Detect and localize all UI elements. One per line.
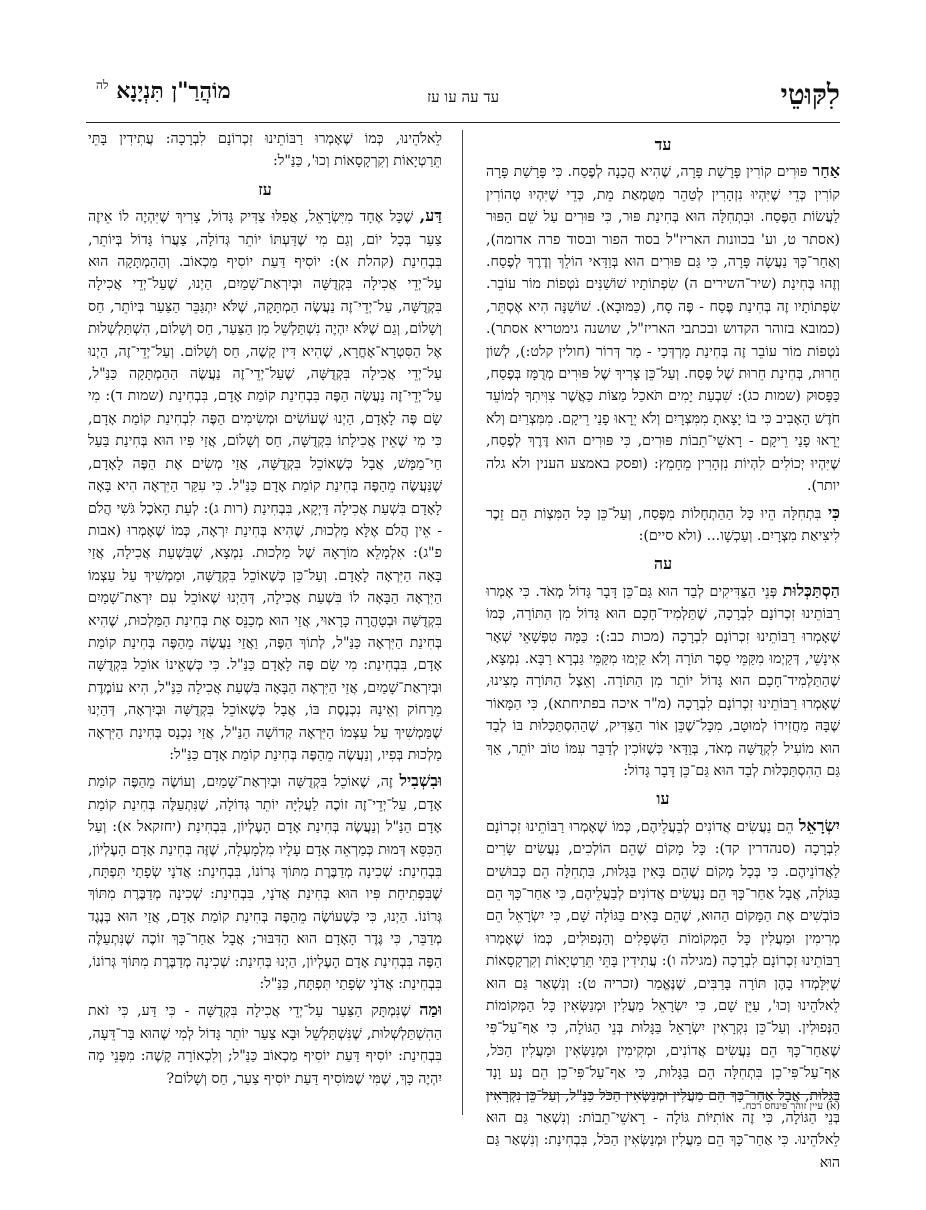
paragraph-text: בִּתְחִלָּה הֵיוּ כָּל הַהַתְחָלוֹת מִפֶּסַח, וְעַל־כֵּן כָּל הַמִּצְוֹת הֵם זֵכֶר לִיצִיאַת מִצְרָיִם. וְעַכְשָׁו... (ולא סיים): xyxy=(486,505,840,544)
paragraph xyxy=(88,205,442,766)
lead-word: וּבִשְׁבִיל xyxy=(399,771,442,791)
header-subtitle-text: מוֹהֲרַ"ן תִּנְיָנָא xyxy=(116,78,231,104)
lead-word: דַּע, xyxy=(419,206,442,226)
paragraph xyxy=(88,999,442,1090)
paragraph xyxy=(486,160,840,497)
paragraph xyxy=(88,770,442,995)
continued-paragraph: לֵאלֹהֵינוּ, כְּמוֹ שֶׁאָמְרוּ רַבּוֹתֵינוּ זִכְרוֹנָם לִבְרָכָה: עֲתִידִין בָּתֵּי תֵּרַטְיָאוֹת וְקִרְקָסָאוֹת וְכוּ', כַּנַּ"ל: xyxy=(88,131,442,170)
section-heading: עו xyxy=(656,789,670,809)
column-divider xyxy=(462,130,463,1115)
lead-word: הַסְתַּכְּלוּת xyxy=(782,580,840,600)
header-section-range: עד עה עו עז xyxy=(426,88,500,106)
section-heading: עה xyxy=(653,554,673,574)
paragraph-text: זֶה, שֶׁאוֹכֵל בִּקְדֻשָּׁה וּבְיִרְאַת־שָׁמַיִם, וְעוֹשֶׂה מֵהַפֶּה קוֹמַת אָדָם, עַל־יְדֵי־זֶה זוֹכֶה לַעֲלִיָּה יוֹתֵר גְּדוֹלָה, שֶׁנִּתְעַלֶּה בְּחִינַת קוֹמַת אָדָם הַנַּ"ל וְנַעֲשֶׂה בְּחִינַת אָדָם הָעֶלְיוֹן, בִּבְחִינַת (יחזקאל א): וְעַל הַכִּסֵּא דְּמוּת כְּמַרְאֵה אָדָם עָלָיו מִלְמָעְלָה, שֶׁזֶּה בְּחִינַת אָדָם הָעֶלְיוֹן, בִּבְחִינַת: שְׁכִינָה מְדַבֶּרֶת מִתּוֹךְ גְּרוֹנוֹ, בִּבְחִינַת: אֲדֹנָי שְׂפָתַי תִּפְתָּח, שֶׁבִּפְתִיחַת פִּיו הוּא בְּחִינַת אֲדֹנָי, בִּבְחִינַת: שְׁכִינָה מְדַבֶּרֶת מִתּוֹךְ גְּרוֹנוֹ. הַיְנוּ, כִּי כְּשֶׁעוֹשֶׂה מֵהַפֶּה בְּחִינַת קוֹמַת אָדָם, אֲזַי הוּא בְּנֶגֶד מְדַבֵּר, כִּי גֶּדֶר הָאָדָם הוּא הַדִּבּוּר; אֲבָל אַחַר־כָּךְ זוֹכֶה שֶׁנִּתְעַלֶּה הַפֶּה בִּבְחִינַת אָדָם הָעֶלְיוֹן, הַיְנוּ בְּחִינַת: שְׁכִינָה מְדַבֶּרֶת מִתּוֹךְ גְּרוֹנוֹ, בִּבְחִינַת: אֲדֹנָי שְׂפָתַי תִּפְתָּח, כַּנַּ"ל: xyxy=(88,774,442,993)
header-book-title: לִקּוּטֵי xyxy=(780,78,840,111)
paragraph-text: שֶׁנִּמְתָּק הַצַּעַר עַל־יְדֵי אֲכִילָה בִּקְדֻשָּׁה - כִּי דַּע, כִּי זֹאת הַהִשְׁתַּלְשְׁלוּת, שֶׁנִּשְׁתַּלְשֵׁל וּבָא צַעַר יוֹתֵר גָּדוֹל לְמִי שֶׁהוּא בַּר־דֵּעָה, בִּבְחִינַת: יוֹסִיף דַּעַת יוֹסִיף מַכְאוֹב כַּנַּ"ל; וְלִכְאוֹרָה קָשֶׁה: מִפְּנֵי מָה יִהְיֶה כָּךְ, שֶׁמִּי שֶׁמּוֹסִיף דַּעַת יוֹסִיף צַעַר, חַס וְשָׁלוֹם? xyxy=(88,1003,442,1087)
paragraph-text: פְּנֵי הַצַּדִּיקִים לְבַד הוּא גַּם־כֵּן דָּבָר גָּדוֹל מְאֹד. כִּי אָמְרוּ רַבּוֹתֵינוּ זִכְרוֹנָם לִבְרָכָה, שֶׁתַּלְמִיד־חָכָם הוּא גָּדוֹל מִן הַתּוֹרָה, כְּמוֹ שֶׁאָמְרוּ רַבּוֹתֵינוּ זִכְרוֹנָם לִבְרָכָה (מכות כב:): כַּמָּה טִפְּשָׁאֵי שְׁאָר אִינָשֵׁי, דְּקַיְמוּ מִקַּמֵּי סֵפֶר תּוֹרָה וְלֹא קַיְמוּ מִקַּמֵּי גַּבְרָא רַבָּא. נִמְצָא, שֶׁהַתַּלְמִיד־חָכָם הוּא גָּדוֹל יוֹתֵר מִן הַתּוֹרָה. וְאֵצֶל הַתּוֹרָה מָצִינוּ, שֶׁאָמְרוּ רַבּוֹתֵינוּ זִכְרוֹנָם לִבְרָכָה (מ"ר איכה בפתיחתא), כִּי הַמָּאוֹר שֶׁבָּהּ מַחֲזִירוֹ לְמוּטָב, מִכָּל־שֶׁכֵּן אוֹר הַצַּדִּיק, שֶׁהַהִסְתַּכְּלוּת בּוֹ לְבַד הוּא מוֹעִיל לִקְדֻשָּׁה מְאֹד, בְּוַדַּאי כְּשֶׁזּוֹכִין לְדַבֵּר עִמּוֹ טוֹב יוֹתֵר, אַךְ גַּם הַהִסְתַּכְּלוּת לְבַד הוּא גַּם־כֵּן דָּבָר גָּדוֹל: xyxy=(486,583,840,779)
header-book-subtitle xyxy=(86,78,231,104)
section-heading: עד xyxy=(654,135,672,154)
paragraph xyxy=(486,815,840,1175)
paragraph-text: שֶׁכָּל אֶחָד מִיִּשְׂרָאֵל, אֲפִלּוּ צַדִּיק גָּדוֹל, צָרִיךְ שֶׁיִּהְיֶה לוֹ אֵיזֶה צַעַר בְּכָל יוֹם, וְגַם מִי שֶׁדַּעְתּוֹ יוֹתֵר גְּדוֹלָה, צַעֲרוֹ גָּדוֹל בְּיוֹתֵר, בִּבְחִינַת (קהלת א): יוֹסִיף דַּעַת יוֹסִיף מַכְאוֹב. וְהַהַמְתָּקָה הוּא עַל־יְדֵי אֲכִילָה בִּקְדֻשָּׁה וּבְיִרְאַת־שָׁמַיִם, הַיְנוּ, שֶׁעַל־יְדֵי אֲכִילָה בִּקְדֻשָּׁה, עַל־יְדֵי־זֶה נַעֲשֶׂה הַמְתָּקָה, שֶׁלֹּא יִתְגַּבֵּר הַצַּעַר בְּיוֹתֵר, חַס וְשָׁלוֹם, וְגַם שֶׁלֹּא יִהְיֶה נִשְׁתַּלְשֵׁל מִן הַצַּעַר, חַס וְשָׁלוֹם, הִשְׁתַּלְשְׁלוּת אֶל הַסִּטְרָא־אָחֳרָא, שֶׁהִיא דִּין קָשֶׁה, חַס וְשָׁלוֹם. וְעַל־יְדֵי־זֶה, הַיְנוּ עַל־יְדֵי אֲכִילָה בִּקְדֻשָּׁה, שֶׁעַל־יְדֵי־זֶה נַעֲשֶׂה הַהַמְתָּקָה כַּנַּ"ל, עַל־יְדֵי־זֶה נַעֲשֶׂה הַפֶּה בִּבְחִינַת קוֹמַת אָדָם, בִּבְחִינַת (שמות ד): מִי שָׂם פֶּה לָאָדָם, הַיְנוּ שֶׁעוֹשִׂים וּמְשִׂימִים הַפֶּה לִבְחִינַת קוֹמַת אָדָם, כִּי מִי שֶׁאֵין אֲכִילָתוֹ בִּקְדֻשָּׁה, חַס וְשָׁלוֹם, אֲזַי פִּיו הוּא בְּחִינַת בַּעַל חַי־מַמָּשׁ, אֲבָל כְּשֶׁאוֹכֵל בִּקְדֻשָּׁה, אֲזַי מְשִׂים אֶת הַפֶּה לָאָדָם, שֶׁנַּעֲשֶׂה מֵהַפֶּה בְּחִינַת קוֹמַת אָדָם כַּנַּ"ל. כִּי עִקַּר הַיִּרְאָה הִיא בָּאָה לָאָדָם בִּשְׁעַת אֲכִילָה דַּיְקָא, בִּבְחִינַת (רות ג): לְעֵת הָאֹכֶל גֹּשִׁי הֲלֹם - אֵין הֲלֹם אֶלָּא מַלְכוּת, שֶׁהִיא בְּחִינַת יִרְאָה, כְּמוֹ שֶׁאָמְרוּ (אבות פ"ג): אִלְמָלֵא מוֹרָאָהּ שֶׁל מַלְכוּת. נִמְצָא, שֶׁבִּשְׁעַת אֲכִילָה, אֲזַי בָּאָה הַיִּרְאָה לָאָדָם. וְעַל־כֵּן כְּשֶׁאוֹכֵל בִּקְדֻשָּׁה, וּמַמְשִׁיךְ עַל עַצְמוֹ הַיִּרְאָה הַבָּאָה לוֹ בִּשְׁעַת אֲכִילָה, דְּהַיְנוּ שֶׁאוֹכֵל עִם יִרְאַת־שָׁמַיִם בִּקְדֻשָּׁה וּבְטָהֳרָה כָּרָאוּי, אֲזַי הוּא מְכַנֵּס אֶת בְּחִינַת הַמַּלְכוּת, שֶׁהִיא בְּחִינַת הַיִּרְאָה כַּנַּ"ל, לְתוֹךְ הַפֶּה, וַאֲזַי נַעֲשֶׂה מֵהַפֶּה בְּחִינַת קוֹמַת אָדָם, בִּבְחִינַת: מִי שָׂם פֶּה לָאָדָם כַּנַּ"ל. כִּי כְּשֶׁאֵינוֹ אוֹכֵל בִּקְדֻשָּׁה וּבְיִרְאַת־שָׁמַיִם, אֲזַי הַיִּרְאָה הַבָּאָה בִּשְׁעַת אֲכִילָה כַּנַּ"ל, הִיא עוֹמֶדֶת מֵרָחוֹק וְאֵינָהּ נִכְנֶסֶת בּוֹ, אֲבָל כְּשֶׁאוֹכֵל בִּקְדֻשָּׁה וּבְיִרְאָה, דְּהַיְנוּ שֶׁמַּמְשִׁיךְ עַל עַצְמוֹ הַיִּרְאָה קְדוֹשָׁה הַנַּ"ל, אֲזַי נִכְנָס בְּחִינַת הַיִּרְאָה מַלְכוּת בְּפִיו, וְנַעֲשֶׂה מֵהַפֶּה בְּחִינַת קוֹמַת אָדָם כַּנַּ"ל: xyxy=(87,209,442,763)
footnote: (א) עיין זוהר פינחס רכח. xyxy=(486,1094,840,1112)
paragraph xyxy=(486,580,840,783)
paragraph-text: הֵם נַעֲשִׂים אֲדוֹנִים לְבַעֲלֵיהֶם, כְּמוֹ שֶׁאָמְרוּ רַבּוֹתֵינוּ זִכְרוֹנָם לִבְרָכָה (סנהדרין קד): כָּל מָקוֹם שֶׁהֵם הוֹלְכִים, נַעֲשִׂים שָׂרִים לַאֲדוֹנֵיהֶם. כִּי בְּכָל מָקוֹם שֶׁהֵם בָּאִין בַּגָּלוּת, בִּתְחִלָּה הֵם כְּבוּשִׁים בַּגּוֹלָה, אֲבָל אַחַר־כָּךְ הֵם נַעֲשִׂים אֲדוֹנִים לְבַעֲלֵיהֶם, כִּי אַחַר־כָּךְ הֵם כּוֹבְשִׁים אֶת הַמָּקוֹם הַהוּא, שֶׁהֵם בָּאִים בַּגּוֹלָה שָׁם, כִּי יִשְׂרָאֵל הֵם מְרִימִין וּמַעֲלִין כָּל הַמְּקוֹמוֹת הַשְּׁפָלִים וְהַנְּפוּלִים, כְּמוֹ שֶׁאָמְרוּ רַבּוֹתֵינוּ זִכְרוֹנָם לִבְרָכָה (מגילה ו): עֲתִידִין בָּתֵּי תֵּרַטְיָאוֹת וְקִרְקָסָאוֹת שֶׁיִּלָּמְדוּ בָהֶן תּוֹרָה בָּרַבִּים, שֶׁנֶּאֱמַר (זכריה ט): וְנִשְׁאַר גַּם הוּא לֵאלֹהֵינוּ וְכוּ', עַיֵּן שָׁם, כִּי יִשְׂרָאֵל מַעֲלִין וּמְנַשְּׂאִין כָּל הַמְּקוֹמוֹת הַנְּפוּלִין. וְעַל־כֵּן נִקְרָאִין יִשְׂרָאֵל בַּגָּלוּת בְּנֵי הַגּוֹלָה, כִּי אַף־עַל־פִּי שֶׁאַחַר־כָּךְ הֵם נַעֲשִׂים אֲדוֹנִים, וּמְקִימִין וּמְנַשְּׂאִין וּמַעֲלִין הַכֹּל, אַף־עַל־פִּי־כֵן בִּתְחִלָּה הֵם בַּגָּלוּת, כִּי אַף־עַל־פִּי־כֵן הֵם נָע וָנָד בַּגָּלוּת, אֲבָל אַחַר־כָּךְ הֵם מַעֲלִין וּמְנַשְּׂאִין הַכֹּל כַּנַּ"ל, וְעַל־כֵּן נִקְרָאִין בְּנֵי הַגּוֹלָה, כִּי זֶה אוֹתִיּוֹת גּוֹלָה - רָאשֵׁי־תֵבוֹת: וְנִשְׁאַר גַּם הוּא לֵאלֹהֵינוּ. כִּי אַחַר־כָּךְ הֵם מַעֲלִין וּמְנַשְּׂאִין הַכֹּל, בִּבְחִינַת: וְנִשְׁאַר גַּם הוּא xyxy=(486,818,840,1171)
section-heading: עז xyxy=(258,179,272,199)
page-number: לה xyxy=(96,78,109,92)
right-column xyxy=(486,128,840,1171)
lead-word: וּמַה xyxy=(419,1000,442,1020)
lead-word: יִשְׂרָאֵל xyxy=(798,815,840,835)
paragraph-text: פּוּרִים קוֹרִין פָּרָשַׁת פָּרָה, שֶׁהִיא הֲכָנָה לְפֶסַח. כִּי פָּרָשַׁת פָּרָה קוֹרִין כְּדֵי שֶׁיִּהְיוּ נִזְהָרִין לְטַהֵר מִטֻּמְאַת מֵת, כְּדֵי שֶׁיִּהְיוּ טְהוֹרִין לַעֲשׂוֹת הַפֶּסַח. וּבִתְחִלָּה הוּא בְּחִינַת פּוּר, כִּי פּוּרִים עַל שֵׁם הַפּוּר (אסתר ט, וע' בכוונות האריז"ל בסוד הפור ובסוד פרה אדומה), וְאַחַר־כָּךְ נַעֲשָׂה פָּרָה, כִּי גַּם פּוּרִים הוּא בְּוַדַּאי הוֹלֵךְ וְדֶרֶךְ לְפֶסַח. וְזֶהוּ בְּחִינַת (שיר־השירים ה) שִׂפְתוֹתָיו שׁוֹשַׁנִּים נֹטְפוֹת מוֹר עוֹבֵר. שִׂפְתוֹתָיו זֶה בְּחִינַת פֶּסַח - פֶּה סָח, (כַּמּוּבָא). שׁוֹשַׁנָּה הִיא אֶסְתֵּר, (כמובא בזוהר הקדוש ובכתבי האריז"ל, שושנה גימטריא אסתר). נֹטְפוֹת מוֹר עוֹבֵר זֶה בְּחִינַת מָרְדְּכַי - מָר דְּרוֹר (חולין קלט:), לְשׁוֹן חֵרוּת, בְּחִינַת חֵרוּת שֶׁל פֶּסַח. וְעַל־כֵּן צָרִיךְ שֶׁל פּוּרִים מְרֻמָּז בְּפֶסַח, כַּפָּסוּק (שמות כג): שִׁבְעַת יָמִים תֹּאכַל מַצּוֹת כַּאֲשֶׁר צִוִּיתִךָ לְמוֹעֵד חֹדֶשׁ הָאָבִיב כִּי בוֹ יָצָאתָ מִמִּצְרָיִם וְלֹא יֵרָאוּ פָנַי רֵיקָם. מִמִּצְרַיִם וְלֹא יֵרָאוּ פָנַי רֵיקָם - רָאשֵׁי־תֵבוֹת פּוּרִים, כִּי פּוּרִים הוּא דֶּרֶךְ לְפֶסַח, שֶׁיִּהְיוּ יְכוֹלִים לִהְיוֹת נִזְהָרִין מֵחָמֵץ: (ופסק באמצע הענין ולא גלה יותר). xyxy=(486,164,840,495)
paragraph xyxy=(486,502,840,548)
lead-word: אַחַר xyxy=(812,161,840,181)
page-header xyxy=(86,78,840,123)
left-column xyxy=(88,128,442,1118)
lead-word: כִּי xyxy=(827,502,840,522)
